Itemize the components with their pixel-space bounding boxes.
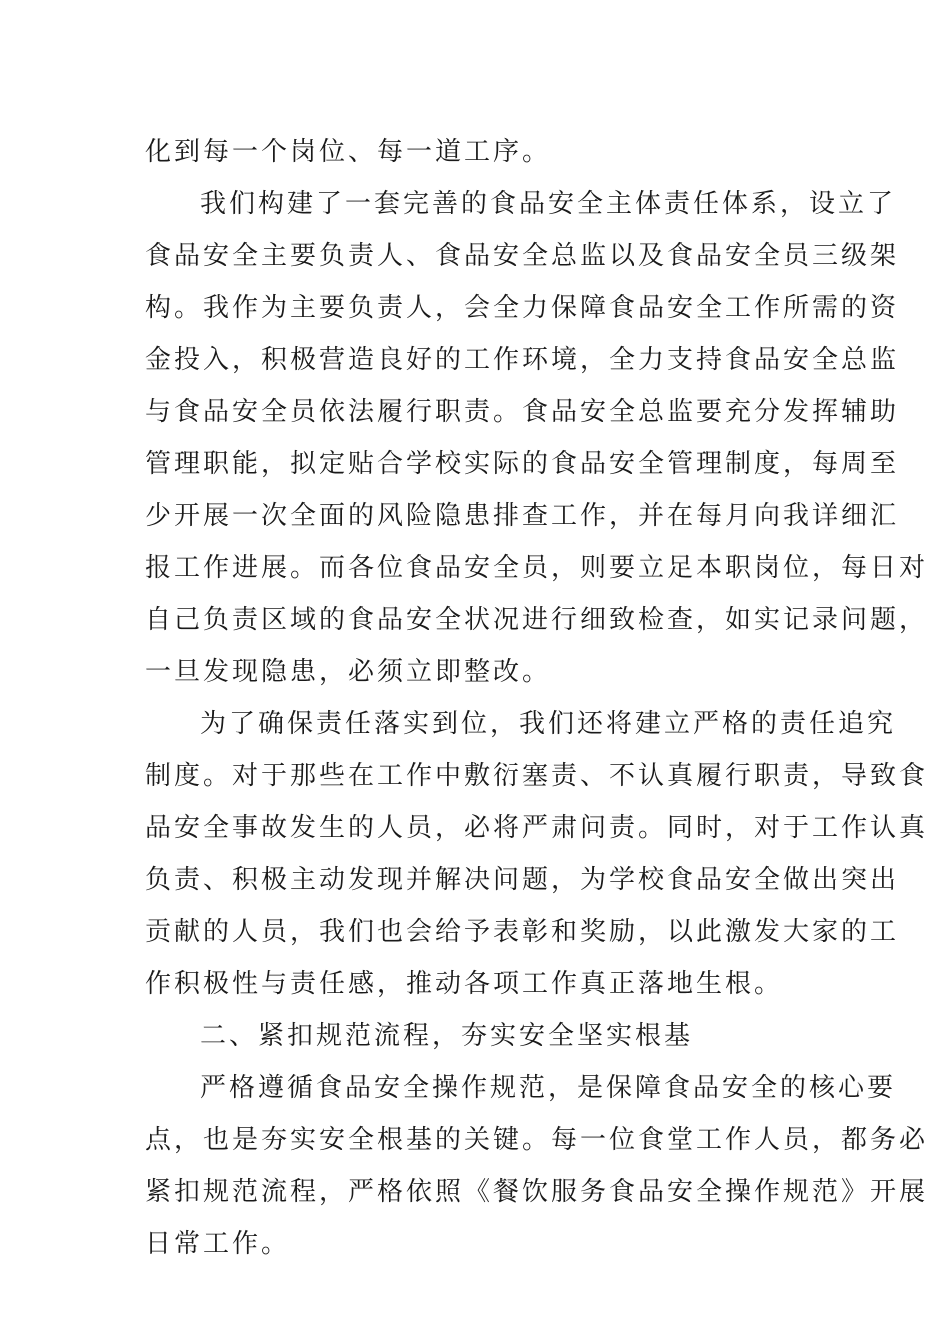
text-line: 品安全事故发生的人员，必将严肃问责。同时，对于工作认真 [145,813,929,843]
text-line: 构。我作为主要负责人，会全力保障食品安全工作所需的资 [145,293,900,323]
text-line: 管理职能，拟定贴合学校实际的食品安全管理制度，每周至 [145,449,900,479]
text-line: 紧扣规范流程，严格依照《餐饮服务食品安全操作规范》开展 [145,1177,929,1207]
text-line: 点，也是夯实安全根基的关键。每一位食堂工作人员，都务必 [145,1125,929,1155]
text-line: 作积极性与责任感，推动各项工作真正落地生根。 [145,969,784,999]
text-line: 日常工作。 [145,1229,291,1259]
document-body [145,126,929,1270]
text-line: 少开展一次全面的风险隐患排查工作，并在每月向我详细汇 [145,501,900,531]
paragraph-first-line: 为了确保责任落实到位，我们还将建立严格的责任追究 [200,709,897,739]
text-line: 与食品安全员依法履行职责。食品安全总监要充分发挥辅助 [145,397,900,427]
text-line: 食品安全主要负责人、食品安全总监以及食品安全员三级架 [145,241,900,271]
text-line: 负责、积极主动发现并解决问题，为学校食品安全做出突出 [145,865,900,895]
text-line: 金投入，积极营造良好的工作环境，全力支持食品安全总监 [145,345,900,375]
text-line: 贡献的人员，我们也会给予表彰和奖励，以此激发大家的工 [145,917,900,947]
paragraph-first-line: 我们构建了一套完善的食品安全主体责任体系，设立了 [200,189,897,219]
text-line: 化到每一个岗位、每一道工序。 [145,137,552,167]
section-heading: 二、紧扣规范流程，夯实安全坚实根基 [200,1021,694,1051]
text-line: 一旦发现隐患，必须立即整改。 [145,657,552,687]
text-line: 自己负责区域的食品安全状况进行细致检查，如实记录问题， [145,605,929,635]
paragraph-first-line: 严格遵循食品安全操作规范，是保障食品安全的核心要 [200,1073,897,1103]
text-line: 报工作进展。而各位食品安全员，则要立足本职岗位，每日对 [145,553,929,583]
text-line: 制度。对于那些在工作中敷衍塞责、不认真履行职责，导致食 [145,761,929,791]
